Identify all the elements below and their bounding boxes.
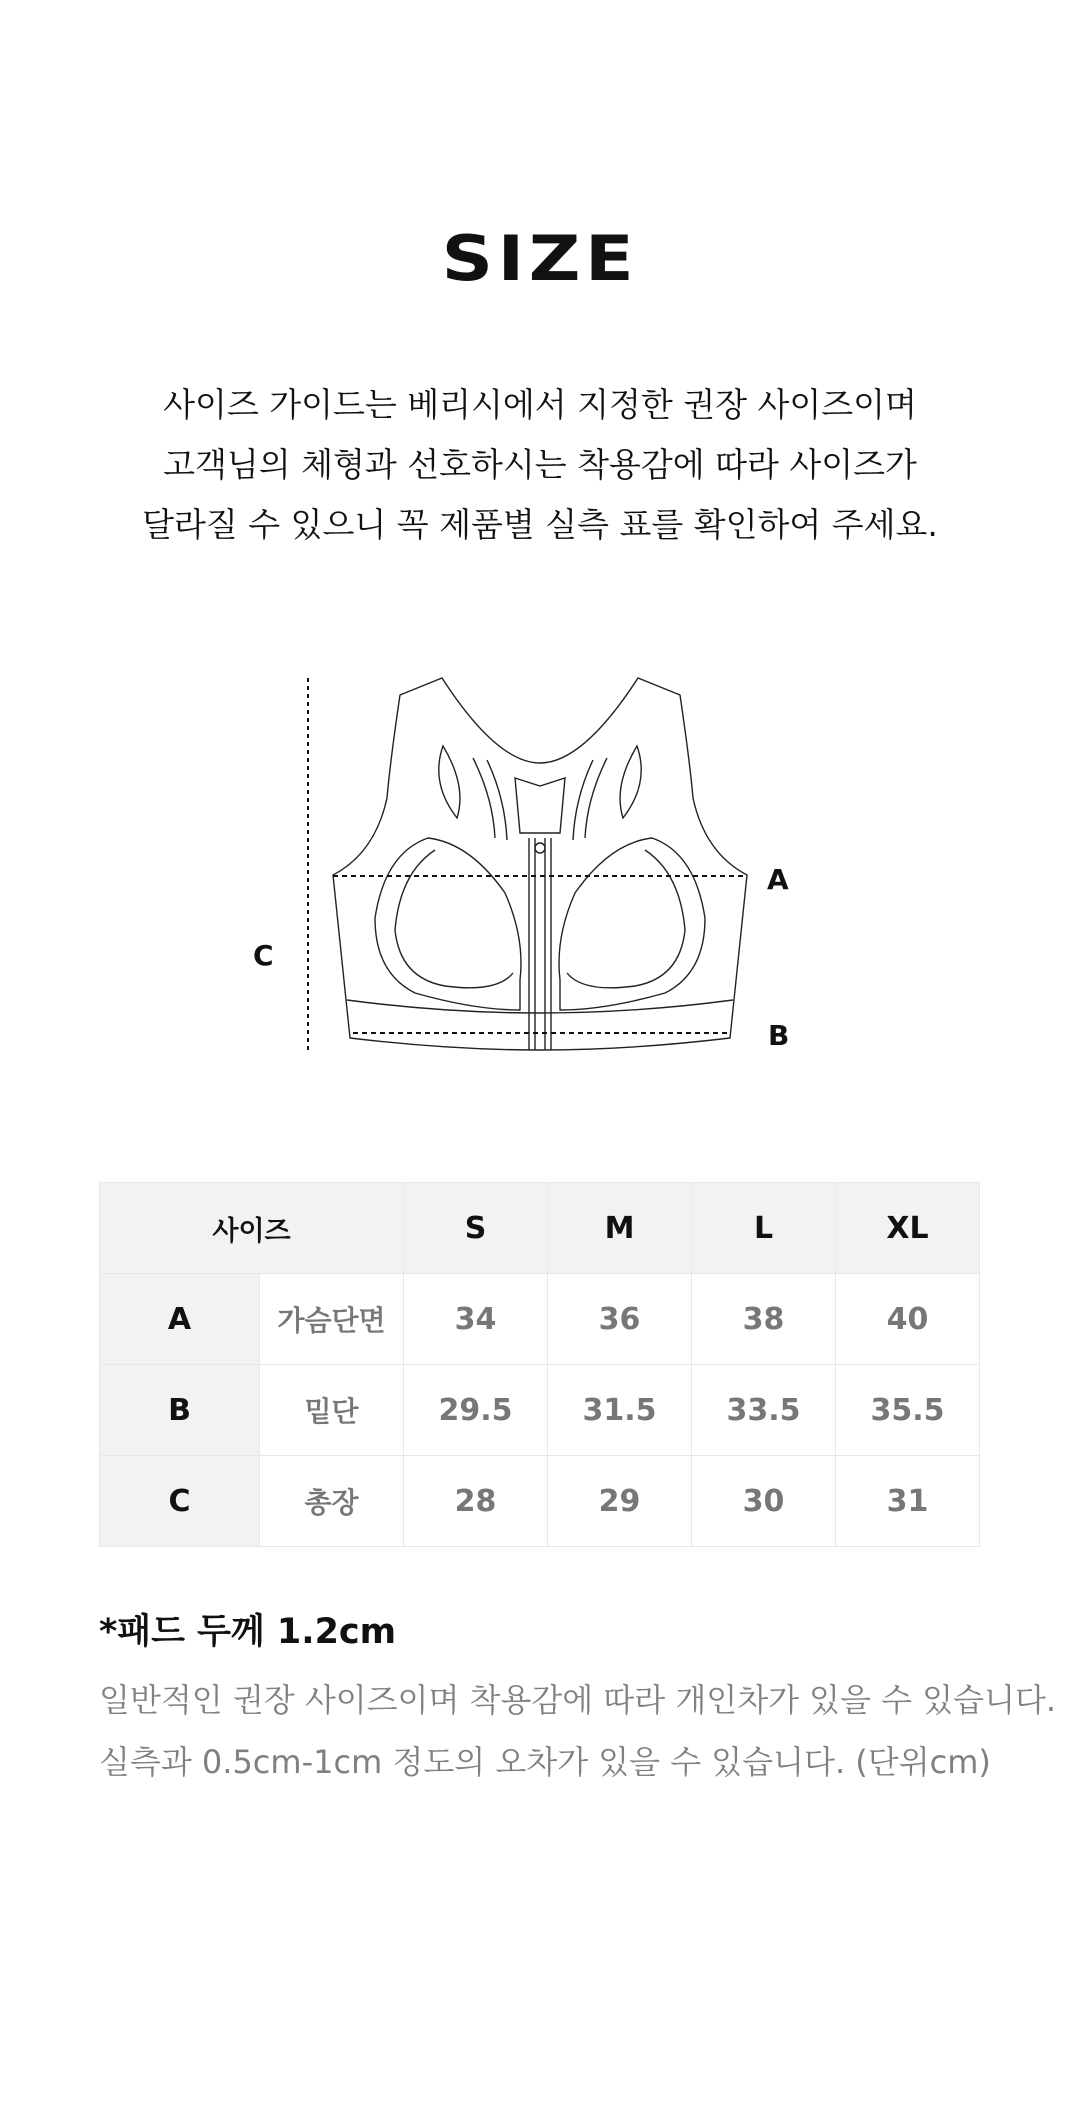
row-name: 밑단 <box>260 1365 404 1456</box>
header-s: S <box>404 1183 548 1274</box>
table-row <box>100 1456 980 1547</box>
header-size: 사이즈 <box>100 1183 404 1274</box>
cell-m: 36 <box>548 1274 692 1365</box>
label-b: B <box>768 1019 790 1052</box>
cell-m: 31.5 <box>548 1365 692 1456</box>
size-guide-intro <box>0 375 1080 555</box>
header-l: L <box>692 1183 836 1274</box>
label-c: C <box>253 939 274 972</box>
row-code: C <box>100 1456 260 1547</box>
note-line-2: 실측과 0.5cm-1cm 정도의 오차가 있을 수 있습니다. (단위cm) <box>99 1743 991 1781</box>
label-a: A <box>767 863 789 896</box>
size-chart-table <box>99 1182 980 1547</box>
row-code: B <box>100 1365 260 1456</box>
intro-line-1: 사이즈 가이드는 베리시에서 지정한 권장 사이즈이며 <box>163 385 917 424</box>
cell-l: 38 <box>692 1274 836 1365</box>
table-header-row <box>100 1183 980 1274</box>
cell-s: 28 <box>404 1456 548 1547</box>
pad-thickness-note: *패드 두께 1.2cm <box>99 1612 397 1652</box>
note-line-1: 일반적인 권장 사이즈이며 착용감에 따라 개인차가 있을 수 있습니다. <box>99 1681 1057 1719</box>
intro-line-3: 달라질 수 있으니 꼭 제품별 실측 표를 확인하여 주세요. <box>142 505 938 544</box>
cell-l: 33.5 <box>692 1365 836 1456</box>
row-name: 총장 <box>260 1456 404 1547</box>
cell-l: 30 <box>692 1456 836 1547</box>
page-title: SIZE <box>441 222 639 295</box>
header-xl: XL <box>836 1183 980 1274</box>
cell-xl: 40 <box>836 1274 980 1365</box>
row-name: 가슴단면 <box>260 1274 404 1365</box>
bra-outline <box>333 678 747 1050</box>
bra-measurement-diagram <box>235 668 835 1068</box>
row-code: A <box>100 1274 260 1365</box>
cell-xl: 31 <box>836 1456 980 1547</box>
table-row <box>100 1365 980 1456</box>
cell-m: 29 <box>548 1456 692 1547</box>
header-m: M <box>548 1183 692 1274</box>
cell-s: 34 <box>404 1274 548 1365</box>
cell-s: 29.5 <box>404 1365 548 1456</box>
table-row <box>100 1274 980 1365</box>
cell-xl: 35.5 <box>836 1365 980 1456</box>
intro-line-2: 고객님의 체형과 선호하시는 착용감에 따라 사이즈가 <box>163 445 917 484</box>
